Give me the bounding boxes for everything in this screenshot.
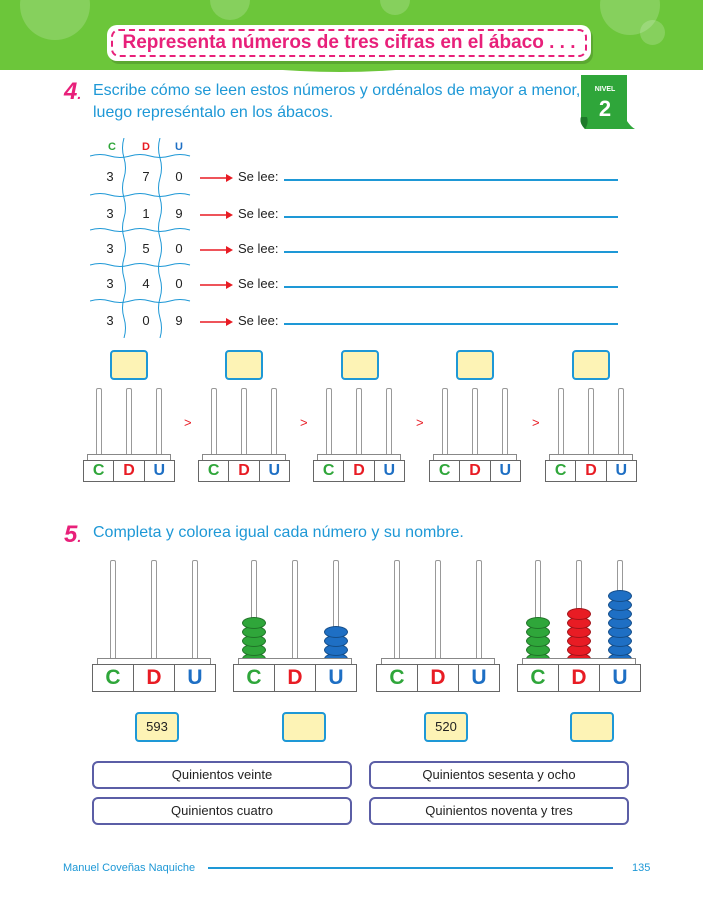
digit-u: 9 (175, 206, 183, 221)
abacus-bead-u (608, 590, 632, 602)
abacus-label-d: D (134, 665, 175, 691)
digit-c: 3 (106, 276, 114, 291)
big-abacus-4[interactable] (517, 560, 639, 698)
se-lee-label: Se lee: (238, 276, 279, 291)
digit-c: 3 (106, 241, 114, 256)
abacus-label-c: C (377, 665, 418, 691)
abacus-base (233, 664, 357, 692)
abacus-label-u: U (153, 462, 166, 479)
arrow-right-icon (200, 317, 234, 327)
place-value-grid (90, 138, 200, 338)
digit-d: 5 (142, 241, 150, 256)
number-box-4[interactable] (570, 712, 614, 742)
abacus-label-c: C (314, 461, 344, 481)
abacus-base (83, 460, 175, 482)
abacus-label-u: U (187, 666, 203, 689)
abacus-label-c: C (430, 461, 460, 481)
abacus-label-d: D (460, 461, 490, 481)
small-abacus-1[interactable] (83, 388, 173, 488)
header-u: U (175, 141, 183, 153)
name-box-3[interactable]: Quinientos cuatro (92, 797, 352, 825)
header-d: D (142, 141, 150, 153)
abacus-rod-u (502, 388, 508, 459)
abacus-label-u: U (612, 666, 628, 689)
digit-u: 0 (175, 241, 183, 256)
abacus-label-d: D (114, 461, 144, 481)
greater-than-2: > (300, 415, 308, 430)
abacus-base (198, 460, 290, 482)
big-abacus-1[interactable] (92, 560, 214, 698)
title-box (107, 25, 591, 61)
abacus-label-u: U (268, 462, 281, 479)
abacus-label-c: C (546, 461, 576, 481)
abacus-rod-c (442, 388, 448, 459)
exercise-4-instruction-2: luego represéntalo en los ábacos. (93, 104, 334, 121)
greater-than-3: > (416, 415, 424, 430)
abacus-rod-d (126, 388, 132, 459)
abacus-rod-c (326, 388, 332, 459)
digit-c: 3 (106, 206, 114, 221)
answer-box-4[interactable] (456, 350, 494, 380)
abacus-label-u: U (328, 666, 344, 689)
arrow-right-icon (200, 210, 234, 220)
answer-box-3[interactable] (341, 350, 379, 380)
arrow-right-icon (200, 280, 234, 290)
abacus-base (517, 664, 641, 692)
abacus-base (376, 664, 500, 692)
arrow-right-icon (200, 173, 234, 183)
abacus-label-u: U (499, 462, 512, 479)
exercise-4-instruction-1: Escribe cómo se leen estos números y ordénalos de mayor a menor, (93, 82, 581, 99)
abacus-rod-c (110, 560, 116, 663)
abacus-label-u: U (383, 462, 396, 479)
answer-line[interactable] (284, 323, 618, 325)
se-lee-label: Se lee: (238, 241, 279, 256)
abacus-label-d: D (576, 461, 606, 481)
abacus-bead-u (324, 626, 348, 638)
abacus-bead-d (567, 608, 591, 620)
abacus-label-c: C (518, 665, 559, 691)
abacus-rod-d (588, 388, 594, 459)
abacus-rod-d (151, 560, 157, 663)
nivel-label: NIVEL (594, 86, 616, 93)
answer-box-5[interactable] (572, 350, 610, 380)
abacus-base (545, 460, 637, 482)
answer-box-2[interactable] (225, 350, 263, 380)
digit-d: 4 (142, 276, 150, 291)
small-abacus-3[interactable] (313, 388, 403, 488)
exercise-5-number: 5. (64, 521, 82, 548)
abacus-rod-c (211, 388, 217, 459)
answer-line[interactable] (284, 179, 618, 181)
number-box-2[interactable] (282, 712, 326, 742)
abacus-rod-c (558, 388, 564, 459)
abacus-base (429, 460, 521, 482)
digit-u: 0 (175, 276, 183, 291)
abacus-base (92, 664, 216, 692)
se-lee-label: Se lee: (238, 169, 279, 184)
exercise-4-number: 4. (64, 78, 82, 105)
abacus-label-d: D (229, 461, 259, 481)
abacus-rod-u (386, 388, 392, 459)
digit-c: 3 (106, 169, 114, 184)
number-box-3[interactable]: 520 (424, 712, 468, 742)
footer-author: Manuel Coveñas Naquiche (63, 862, 196, 874)
digit-d: 1 (142, 206, 150, 221)
big-abacus-3[interactable] (376, 560, 498, 698)
se-lee-label: Se lee: (238, 313, 279, 328)
abacus-rod-u (618, 388, 624, 459)
arrow-right-icon (200, 245, 234, 255)
abacus-rod-c (96, 388, 102, 459)
header-c: C (108, 141, 116, 153)
abacus-label-u: U (615, 462, 628, 479)
answer-line[interactable] (284, 251, 618, 253)
nivel-badge (577, 73, 635, 130)
digit-c: 3 (106, 313, 114, 328)
name-box-1[interactable]: Quinientos veinte (92, 761, 352, 789)
abacus-rod-d (356, 388, 362, 459)
digit-d: 0 (142, 313, 150, 328)
abacus-rod-u (271, 388, 277, 459)
greater-than-4: > (532, 415, 540, 430)
abacus-label-c: C (199, 461, 229, 481)
nivel-value: 2 (598, 96, 612, 121)
answer-box-1[interactable] (110, 350, 148, 380)
abacus-label-d: D (275, 665, 316, 691)
big-abacus-2[interactable] (233, 560, 355, 698)
name-box-2[interactable]: Quinientos sesenta y ocho (369, 761, 629, 789)
name-box-4[interactable]: Quinientos noventa y tres (369, 797, 629, 825)
abacus-rod-c (394, 560, 400, 663)
digit-d: 7 (142, 169, 150, 184)
page-number: 135 (632, 862, 651, 874)
exercise-5-instruction: Completa y colorea igual cada número y su nombre. (93, 524, 464, 541)
digit-u: 9 (175, 313, 183, 328)
abacus-rod-u (156, 388, 162, 459)
number-box-1[interactable]: 593 (135, 712, 179, 742)
abacus-rod-d (472, 388, 478, 459)
abacus-label-u: U (471, 666, 487, 689)
abacus-rod-u (476, 560, 482, 663)
footer-divider (208, 867, 613, 869)
abacus-label-d: D (344, 461, 374, 481)
abacus-label-c: C (84, 461, 114, 481)
answer-line[interactable] (284, 216, 618, 218)
answer-line[interactable] (284, 286, 618, 288)
abacus-rod-d (241, 388, 247, 459)
digit-u: 0 (175, 169, 183, 184)
greater-than-1: > (184, 415, 192, 430)
abacus-label-c: C (93, 665, 134, 691)
abacus-label-d: D (418, 665, 459, 691)
abacus-base (313, 460, 405, 482)
abacus-label-d: D (559, 665, 600, 691)
page-title: Representa números de tres cifras en el ábaco . . . (111, 29, 587, 57)
abacus-rod-d (435, 560, 441, 663)
abacus-label-c: C (234, 665, 275, 691)
small-abacus-4[interactable] (429, 388, 519, 488)
abacus-rod-u (192, 560, 198, 663)
abacus-rod-d (292, 560, 298, 663)
small-abacus-2[interactable] (198, 388, 288, 488)
small-abacus-5[interactable] (545, 388, 635, 488)
se-lee-label: Se lee: (238, 206, 279, 221)
